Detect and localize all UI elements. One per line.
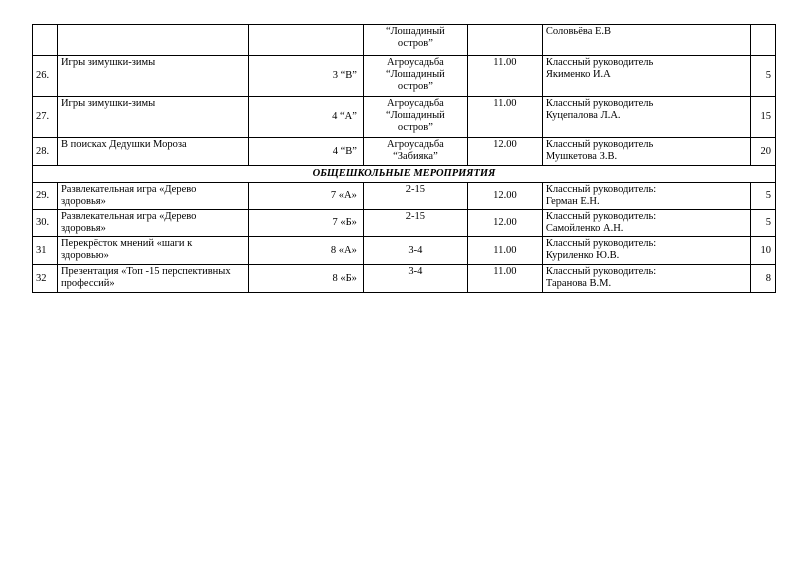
participants-count: 20 — [750, 138, 775, 166]
class-cell: 8 «А» — [249, 237, 363, 265]
class-cell: 4 “В” — [249, 138, 363, 166]
section-title: ОБЩЕШКОЛЬНЫЕ МЕРОПРИЯТИЯ — [33, 166, 776, 183]
event-name-line: здоровья» — [60, 223, 106, 234]
table-row — [33, 210, 776, 237]
row-number: 30. — [33, 210, 58, 237]
responsible-line: Классный руководитель: — [545, 211, 657, 222]
place-line: остров” — [397, 38, 433, 49]
responsible-cell — [542, 97, 750, 138]
participants-count: 5 — [750, 56, 775, 97]
place-cell — [363, 97, 467, 138]
place-line: 3-4 — [408, 244, 423, 256]
responsible-cell — [542, 25, 750, 56]
time-cell: 11.00 — [467, 56, 542, 97]
row-number: 29. — [33, 183, 58, 210]
time-cell: 11.00 — [467, 237, 542, 265]
class-cell: 8 «Б» — [249, 265, 363, 293]
event-name — [57, 210, 248, 237]
event-name-line: Игры зимушки-зимы — [60, 57, 156, 68]
place-cell — [363, 56, 467, 97]
responsible-line: Классный руководитель — [545, 57, 654, 68]
class-cell — [249, 25, 363, 56]
place-cell — [363, 210, 467, 237]
events-table — [32, 24, 776, 293]
place-line: 2-15 — [405, 211, 426, 222]
participants-count: 15 — [750, 97, 775, 138]
responsible-line: Мушкетова З.В. — [545, 151, 618, 162]
place-line: “Лошадиный — [386, 110, 445, 121]
event-name-line: В поисках Дедушки Мороза — [60, 139, 187, 150]
table-row — [33, 56, 776, 97]
responsible-line: Классный руководитель — [545, 139, 654, 150]
place-cell — [363, 265, 467, 293]
responsible-line: Классный руководитель: — [545, 184, 657, 195]
responsible-line: Классный руководитель: — [545, 238, 657, 249]
responsible-line: Якименко И.А — [545, 69, 611, 80]
event-name-line: Развлекательная игра «Дерево — [60, 211, 197, 222]
table-row — [33, 138, 776, 166]
place-line: 3-4 — [408, 266, 423, 277]
event-name — [57, 265, 248, 293]
place-line: 2-15 — [405, 184, 426, 195]
event-name-line: здоровью» — [60, 250, 109, 261]
class-cell: 4 “А” — [249, 97, 363, 138]
participants-count: 5 — [750, 210, 775, 237]
time-cell: 12.00 — [467, 183, 542, 210]
table-row — [33, 265, 776, 293]
place-cell — [363, 237, 467, 265]
time-cell — [467, 25, 542, 56]
row-number — [33, 25, 58, 56]
place-line: остров” — [397, 122, 433, 133]
responsible-line: Куриленко Ю.В. — [545, 250, 620, 261]
responsible-cell — [542, 183, 750, 210]
place-cell — [363, 183, 467, 210]
row-number: 27. — [33, 97, 58, 138]
responsible-cell — [542, 56, 750, 97]
time-cell: 11.00 — [467, 265, 542, 293]
event-name-line: здоровья» — [60, 196, 106, 207]
responsible-cell — [542, 265, 750, 293]
responsible-cell — [542, 237, 750, 265]
responsible-cell — [542, 210, 750, 237]
place-line: “Лошадиный — [386, 26, 445, 37]
participants-count: 10 — [750, 237, 775, 265]
responsible-line: Классный руководитель — [545, 98, 654, 109]
row-number: 28. — [33, 138, 58, 166]
place-line: остров” — [397, 81, 433, 92]
place-line: Агроусадьба — [387, 98, 444, 109]
row-number: 26. — [33, 56, 58, 97]
place-cell — [363, 138, 467, 166]
row-number: 31 — [33, 237, 58, 265]
class-cell: 3 “В” — [249, 56, 363, 97]
participants-count: 8 — [750, 265, 775, 293]
event-name-line: Игры зимушки-зимы — [60, 98, 156, 109]
table-row — [33, 183, 776, 210]
responsible-line: Классный руководитель: — [545, 266, 657, 277]
event-name — [57, 56, 248, 97]
responsible-line: Самойленко А.Н. — [545, 223, 624, 234]
table-row — [33, 25, 776, 56]
responsible-line: Соловьёва Е.В — [545, 26, 612, 37]
place-cell — [363, 25, 467, 56]
section-header-row — [33, 166, 776, 183]
event-name — [57, 25, 248, 56]
table-row — [33, 237, 776, 265]
responsible-line: Таранова В.М. — [545, 278, 612, 289]
class-cell: 7 «А» — [249, 183, 363, 210]
event-name-line: Перекрёсток мнений «шаги к — [60, 238, 193, 249]
event-name-line: Развлекательная игра «Дерево — [60, 184, 197, 195]
place-line: “Забияка” — [393, 151, 438, 162]
time-cell: 11.00 — [467, 97, 542, 138]
event-name — [57, 237, 248, 265]
table-row — [33, 97, 776, 138]
event-name — [57, 183, 248, 210]
responsible-cell — [542, 138, 750, 166]
place-line: Агроусадьба — [387, 57, 444, 68]
time-cell: 12.00 — [467, 210, 542, 237]
class-cell: 7 «Б» — [249, 210, 363, 237]
time-cell: 12.00 — [467, 138, 542, 166]
place-line: Агроусадьба — [387, 139, 444, 150]
responsible-line: Куцепалова Л.А. — [545, 110, 621, 121]
event-name-line: Презентация «Топ -15 перспективных — [60, 266, 231, 277]
participants-count — [750, 25, 775, 56]
event-name — [57, 97, 248, 138]
participants-count: 5 — [750, 183, 775, 210]
row-number: 32 — [33, 265, 58, 293]
event-name — [57, 138, 248, 166]
event-name-line: профессий» — [60, 278, 115, 289]
place-line: “Лошадиный — [386, 69, 445, 80]
responsible-line: Герман Е.Н. — [545, 196, 600, 207]
